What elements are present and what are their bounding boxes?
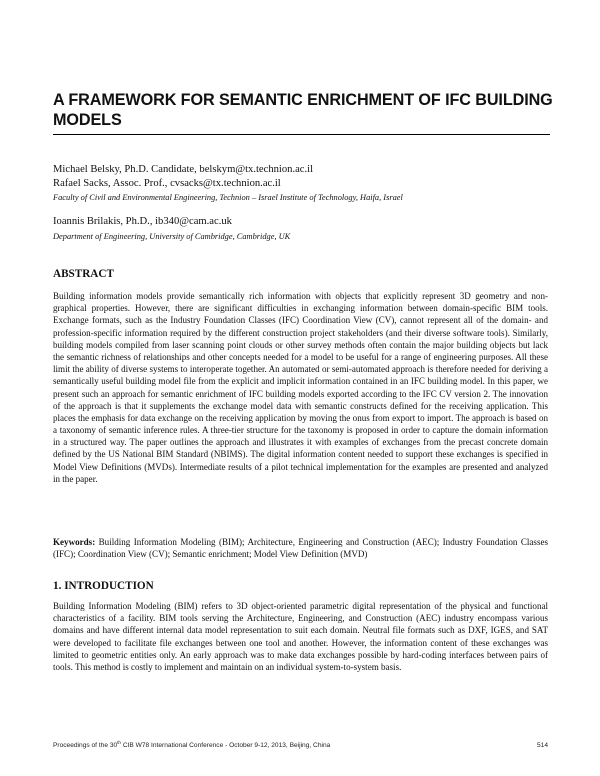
keywords	[53, 536, 548, 560]
page-number: 514	[536, 742, 548, 749]
abstract-heading: ABSTRACT	[53, 268, 114, 280]
affiliation-technion: Faculty of Civil and Environmental Engineering, Technion – Israel Institute of Technology, Haifa, Israel	[53, 193, 403, 202]
paper-title: A FRAMEWORK FOR SEMANTIC ENRICHMENT OF IFC BUILDING MODELS	[53, 91, 553, 129]
title-divider	[53, 134, 550, 135]
introduction-heading: 1. INTRODUCTION	[53, 580, 154, 592]
keywords-text: Building Information Modeling (BIM); Architecture, Engineering and Construction (AEC); Industry Foundation Classes (IFC); Coordination View (CV); Semantic enrichment; Model View Definition (MVD)	[53, 537, 548, 560]
page-footer	[53, 741, 548, 751]
abstract-text: Building information models provide semantically rich information with objects that explicitly represent 3D geometry and non-graphical properties. However, there are significant difficulties in exchanging information between domain-specific BIM tools. Exchange formats, such as the Industry Foundation Classes (IFC) Coordination View (CV), cannot represent all of the domain- and profession-specific information required by the different construction project stakeholders (and their diverse software tools). Similarly, building models compiled from laser scanning point clouds or other survey methods often contain the major building objects but lack the semantic richness of relationships and other concepts needed for a model to be useful for a range of engineering purposes. All these limit the ability of diverse systems to interoperate together. An automated or semi-automated approach is therefore needed for deriving a semantically useful building model file from the explicit and implicit information contained in an IFC building model. In this paper, we present such an approach for semantic enrichment of IFC building models exported according to the IFC CV version 2. The innovation of the approach is that it supplements the exchange model data with semantic constructs defined for the receiving application. This places the emphasis for data exchange on the receiving application by moving the onus from export to import. The approach is based on a taxonomy of semantic inference rules. A three-tier structure for the taxonomy is proposed in order to capture the domain information in a structured way. The paper outlines the approach and illustrates it with examples of exchanges from the precast concrete domain defined by the US National BIM Standard (NBIMS). The digital information content needed to support these exchanges is specified in Model View Definitions (MVDs). Intermediate results of a pilot technical implementation for the examples are presented and analyzed in the paper.	[53, 291, 548, 484]
affiliation-cambridge: Department of Engineering, University of Cambridge, Cambridge, UK	[53, 232, 291, 241]
author-2: Rafael Sacks, Assoc. Prof., cvsacks@tx.technion.ac.il	[53, 178, 281, 189]
author-1: Michael Belsky, Ph.D. Candidate, belskym@tx.technion.ac.il	[53, 164, 314, 175]
keywords-label: Keywords:	[53, 537, 96, 547]
footer-proceedings: Proceedings of the 30th CIB W78 International Conference - October 9-12, 2013, Beijing, China	[53, 740, 331, 749]
introduction-text: Building Information Modeling (BIM) refers to 3D object-oriented parametric digital representation of the physical and functional characteristics of a facility. BIM tools serving the Architecture, Engineering, and Construction (AEC) industry encompass various domains and have different internal data model representation to suit each domain. Neutral file formats such as DXF, IGES, and SAT were developed to facilitate file exchanges between one tool and another. However, the information content of these exchanges was limited to geometric entities only. An early approach was to make data exchanges possible by hard-coding interfaces between pairs of tools. This method is costly to implement and maintain on an individual system-to-system basis.	[53, 601, 548, 672]
author-3: Ioannis Brilakis, Ph.D., ib340@cam.ac.uk	[53, 216, 232, 227]
